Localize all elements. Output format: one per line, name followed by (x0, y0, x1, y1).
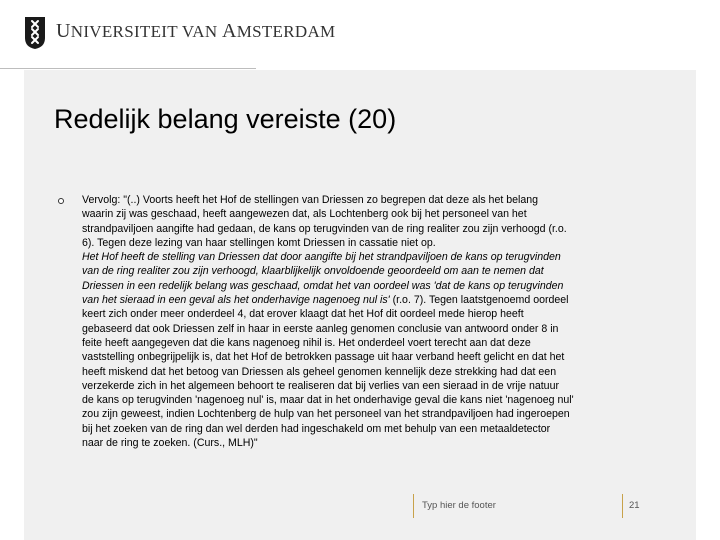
body-line: naar de ring te zoeken. (Curs., MLH)" (82, 437, 258, 450)
body-line: gebaseerd dat ook Driessen zelf in haar in eerste aanleg genomen conclusie van antwoord onder 8 in (82, 322, 559, 335)
body-line: waarin zij was geschaad, heeft aangewezen dat, als Lochtenberg ook bij het personeel van het (82, 208, 527, 221)
body-line: vaststelling onbegrijpelijk is, dat het Hof de betrokken passage uit haar verband heeft gelicht en dat het (82, 351, 565, 364)
uva-xxx-shield-icon (24, 16, 46, 50)
bullet-icon (58, 198, 64, 204)
italic-quote: van de ring realiter zou zijn verhoogd, klaarblijkelijk onvoldoende geoordeeld om aan te nemen dat (82, 265, 544, 278)
italic-quote: Het Hof heeft de stelling van Driessen dat door aangifte bij het strandpaviljoen de kans op terugvinden (82, 251, 561, 264)
university-name-part-2: MSTERDAM (236, 22, 336, 41)
body-line-italic (82, 279, 642, 293)
university-initial-2: A (221, 20, 237, 42)
university-initial: U (56, 20, 71, 42)
slide-body (82, 193, 642, 450)
footer-text: Typ hier de footer (422, 500, 496, 511)
body-line-italic (82, 250, 642, 264)
body-line: 6). Tegen deze lezing van haar stellingen komt Driessen in cassatie niet op. (82, 236, 436, 249)
body-line: heeft miskend dat het betoog van Driessen als geheel genomen kennelijk deze strekking had dat een (82, 365, 557, 378)
italic-quote: Driessen in een redelijk belang was geschaad, omdat het van oordeel was 'dat de kans op terugvinden (82, 279, 564, 292)
university-name (56, 20, 335, 43)
body-line: Vervolg: "(..) Voorts heeft het Hof de stellingen van Driessen zo begrepen dat deze als het belang (82, 194, 539, 206)
header-divider (0, 68, 256, 69)
body-line: verzekerde zich in het algemeen behoort te realiseren dat bij verlies van een sieraad in de vrije natuur (82, 379, 559, 392)
italic-quote: van het sieraad in een geval als het onderhavige nagenoeg nul is' (82, 294, 390, 307)
footer-divider-right (622, 494, 623, 518)
body-line: strandpaviljoen aangifte had gedaan, de kans op terugvinden van de ring realiter zou zijn verhoogd (r.o. (82, 222, 567, 235)
body-line: keert zich onder meer onderdeel 4, dat erover klaagt dat het Hof dit oordeel mede hierop heeft (82, 308, 524, 321)
reference-text: (r.o. 7). Tegen laatstgenoemd oordeel (389, 294, 569, 307)
body-line-italic (82, 264, 642, 278)
body-line: feite heeft aangegeven dat die kans nagenoeg nihil is. Het onderdeel voert terecht aan dat deze (82, 336, 531, 349)
body-line: zou zijn geweest, indien Lochtenberg de hulp van het personeel van het strandpaviljoen had ingeroepen (82, 408, 570, 421)
slide-title: Redelijk belang vereiste (20) (54, 104, 397, 134)
body-line: bij het zoeken van de ring dan wel derden had ingeschakeld om met behulp van een metaaldetector (82, 422, 551, 435)
university-name-part-1: NIVERSITEIT VAN (70, 22, 222, 41)
body-line: de kans op terugvinden 'nagenoeg nul' is, maar dat in het onderhavige geval die kans niet 'nagenoeg nul' (82, 394, 574, 407)
page-number: 21 (629, 500, 640, 511)
header (0, 0, 720, 70)
body-line-mixed (82, 293, 642, 307)
footer-divider-left (413, 494, 414, 518)
